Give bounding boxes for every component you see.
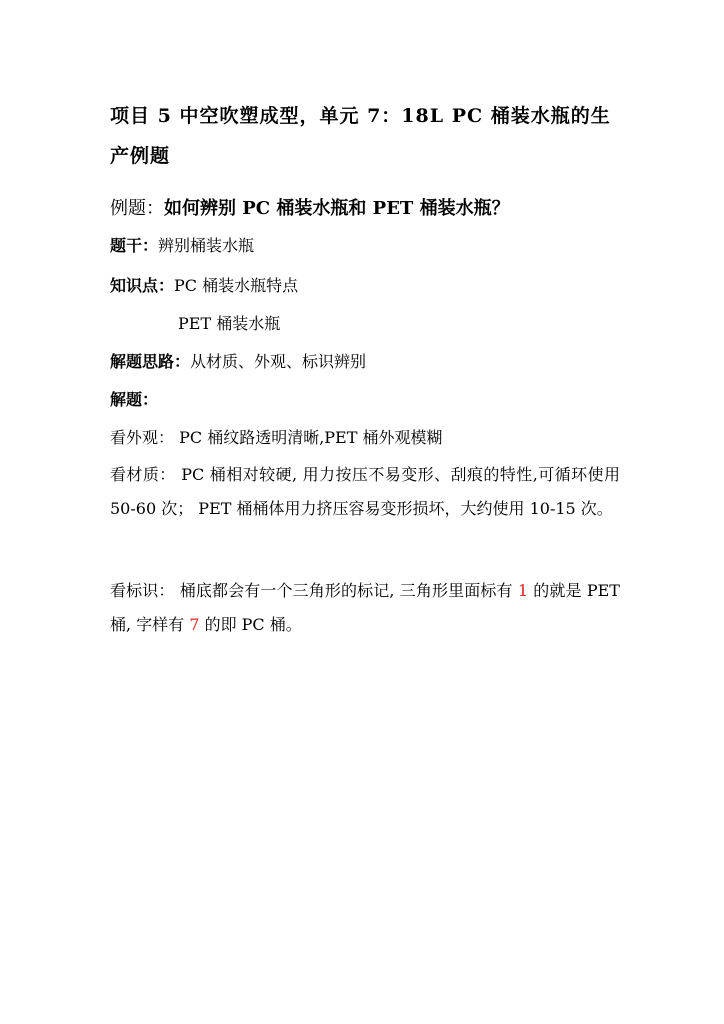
marking-text-1: 桶底都会有一个三角形的标记, 三角形里面标有 [179,581,513,600]
question-stem [110,236,630,256]
check-material [110,458,620,526]
example-question [110,198,630,220]
check-appearance [110,428,630,448]
material-label: 看材质： [110,465,176,484]
question-text: 如何辨别 PC 桶装水瓶和 PET 桶装水瓶？ [164,198,510,219]
check-marking [110,574,620,642]
knowledge-label: 知识点： [110,276,175,295]
approach-text: 从材质、外观、标识辨别 [190,352,367,371]
knowledge-item-pc: PC 桶装水瓶特点 [174,276,299,295]
stem-text: 辨别桶装水瓶 [158,236,255,255]
solution-approach [110,352,630,372]
marking-text-2: 的就是 PET 桶, 字样有 [110,581,620,634]
document-title: 项目 5 中空吹塑成型，单元 7：18L PC 桶装水瓶的生产例题 [110,105,611,167]
appearance-label: 看外观： [110,428,175,447]
question-label: 例题： [110,198,164,219]
marking-label: 看标识： [110,581,175,600]
solution-label: 解题： [110,390,159,409]
knowledge-points [110,276,630,296]
stem-label: 题干： [110,236,159,255]
marking-number-7: 7 [189,615,200,634]
material-text: PC 桶相对较硬, 用力按压不易变形、刮痕的特性,可循环使用 50-60 次； PET 桶桶体用力挤压容易变形损坏，大约使用 10-15 次。 [110,465,620,518]
marking-text-3: 的即 PC 桶。 [204,615,302,634]
appearance-text: PC 桶纹路透明清晰,PET 桶外观模糊 [179,428,443,447]
marking-number-1: 1 [517,581,529,600]
knowledge-item-pet-line [178,314,698,334]
approach-label: 解题思路： [110,352,191,371]
knowledge-item-pet: PET 桶装水瓶 [178,314,281,333]
